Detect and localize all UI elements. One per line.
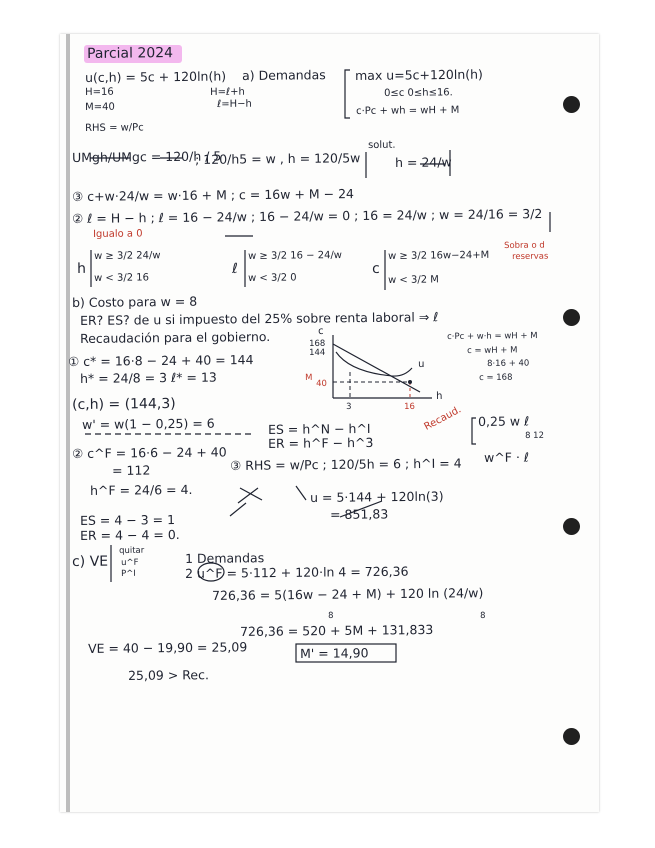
m-result: M' = 14,90 <box>299 645 369 661</box>
graph-x-label: h <box>435 390 443 402</box>
utility-function: u(c,h) = 5c + 120ln(h) <box>84 68 227 85</box>
graph-x-tick-3: 3 <box>345 401 352 412</box>
h-value: H=16 <box>84 86 114 98</box>
utility-f-note: u^F <box>120 557 139 568</box>
leisure-identity: ℓ=H−h <box>216 98 252 110</box>
demands-step: 1 Demandas <box>184 550 265 566</box>
m-value: M=40 <box>84 101 115 113</box>
equation-step: 726,36 = 5(16w − 24 + M) + 120 ln (24/w) <box>211 585 484 603</box>
constraints: 0≤c 0≤h≤16. <box>383 87 453 99</box>
c-star: ① c* = 16·8 − 24 + 40 = 144 <box>67 352 254 369</box>
max-problem: max u=5c+120ln(h) <box>354 66 483 83</box>
indifference-curve <box>336 352 412 376</box>
graph-y-label: c <box>317 325 324 337</box>
page-title: Parcial 2024 <box>86 45 174 62</box>
graph-y-tick-m: M <box>304 372 313 383</box>
consumption-demand: ③ c+w·24/w = w·16 + M ; c = 16w + M − 24 <box>71 186 355 204</box>
c-final: ② c^F = 16·6 − 24 + 40 <box>71 444 227 461</box>
comparison: 25,09 > Rec. <box>127 667 210 683</box>
utility-result: = 851,83 <box>329 506 389 522</box>
solution-label: solut. <box>367 139 396 151</box>
h-case-label: h <box>76 260 87 277</box>
revenue-note: Recaud. <box>422 404 464 433</box>
budget-constraint: c·Pc + wh = wH + M <box>355 104 460 117</box>
leisure-demand: ② ℓ = H − h ; ℓ = 16 − 24/w ; 16 − 24/w = 0 ; 16 = 24/w ; w = 24/16 = 3/2 <box>71 206 543 226</box>
section-c-title: c) VE <box>71 553 109 570</box>
section-b-question-2: Recaudación para el gobierno. <box>79 329 271 346</box>
h-final: h^F = 24/6 = 4. <box>89 481 193 498</box>
er-result: ER = 4 − 4 = 0. <box>79 526 180 543</box>
ev-result: VE = 40 − 19,90 = 25,09 <box>87 639 248 656</box>
h-star: h* = 24/8 = 3 ℓ* = 13 <box>79 369 217 386</box>
set-zero-note: Igualo a 0 <box>92 228 143 240</box>
er-definition: ER = h^F − h^3 <box>267 434 374 451</box>
mrs-equation: UMgh/UMgc = 120/h / 5 <box>71 148 222 165</box>
h-case-1: w ≥ 3/2 24/w <box>93 250 161 262</box>
time-identity: H=ℓ+h <box>209 86 245 98</box>
budget-line <box>333 344 420 392</box>
h-case-2: w < 3/2 16 <box>93 272 150 284</box>
budget-note-3: 8·16 + 40 <box>486 358 530 369</box>
reserves-note: reservas <box>511 251 549 262</box>
section-a-title: a) Demandas <box>241 67 326 83</box>
utility-step: 2 u^F = 5·112 + 120·ln 4 = 726,36 <box>184 563 409 581</box>
w-eight-left: 8 <box>327 610 334 621</box>
max-bracket <box>345 70 350 118</box>
h-demand: h = 24/w <box>394 154 452 170</box>
budget-note-1: c·Pc + w·h = wH + M <box>446 331 538 342</box>
section-b-title: b) Costo para w = 8 <box>71 293 198 310</box>
es-definition: ES = h^N − h^I <box>267 420 371 437</box>
utility-value: u = 5·144 + 120ln(3) <box>309 488 444 505</box>
wage-leisure: w^F · ℓ <box>483 449 530 465</box>
net-wage: w' = w(1 − 0,25) = 6 <box>81 415 215 432</box>
c-case-label: c <box>371 260 380 277</box>
h-solution-eq: ; 120/h5 = w , h = 120/5w <box>194 150 361 167</box>
graph-y-tick-168: 168 <box>308 338 326 349</box>
budget-note-4: c = 168 <box>478 372 513 383</box>
surplus-note: Sobra o d <box>503 240 545 251</box>
solve-step: 726,36 = 520 + 5M + 131,833 <box>239 621 434 639</box>
rhs-def: RHS = w/Pc <box>84 122 144 134</box>
graph-y-tick-144: 144 <box>308 347 326 358</box>
section-b-question: ER? ES? de u si impuesto del 25% sobre renta laboral ⇒ ℓ <box>79 309 439 328</box>
c-case-1: w ≥ 3/2 16w−24+M <box>387 249 490 262</box>
w-eight-right: 8 <box>479 610 486 621</box>
bundle: (c,h) = (144,3) <box>71 395 176 413</box>
remove-note: quitar <box>118 545 145 556</box>
es-result: ES = 4 − 3 = 1 <box>79 512 176 528</box>
l-case-label: ℓ <box>231 260 238 277</box>
tax-values: 8 12 <box>524 430 545 441</box>
tax-formula: 0,25 w ℓ <box>477 413 530 429</box>
rhs-step: ③ RHS = w/Pc ; 120/5h = 6 ; h^I = 4 <box>229 455 462 473</box>
c-final-value: = 112 <box>111 462 151 478</box>
graph-curve-label: u <box>417 358 425 370</box>
l-case-2: w < 3/2 0 <box>247 272 297 284</box>
graph-x-tick-16: 16 <box>403 401 415 412</box>
price-note: P^I <box>120 568 136 579</box>
l-case-1: w ≥ 3/2 16 − 24/w <box>247 250 343 262</box>
c-case-2: w < 3/2 M <box>387 274 439 286</box>
budget-note-2: c = wH + M <box>466 345 518 356</box>
graph-y-tick-40: 40 <box>315 378 327 389</box>
